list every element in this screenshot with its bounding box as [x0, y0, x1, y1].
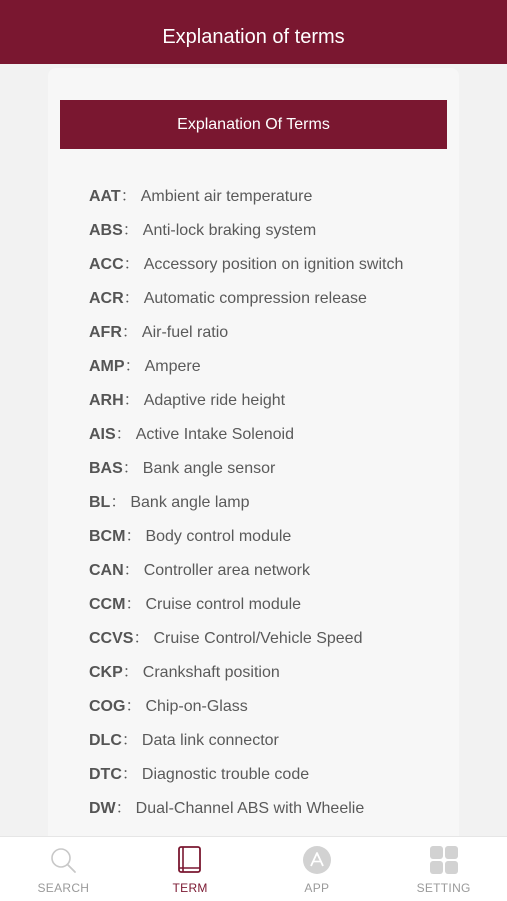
- term-separator: ：: [121, 324, 138, 341]
- term-separator: ：: [125, 698, 142, 715]
- term-separator: ：: [121, 732, 138, 749]
- term-item: [89, 695, 409, 718]
- term-separator: ：: [125, 528, 142, 545]
- grid-icon: [428, 845, 460, 875]
- term-item: [89, 559, 409, 582]
- term-separator: ：: [123, 392, 140, 409]
- app-icon: [301, 845, 333, 875]
- page-title: Explanation of terms: [162, 25, 345, 48]
- term-description: Ambient air temperature: [140, 188, 313, 205]
- term-description: Chip-on-Glass: [145, 698, 248, 715]
- search-icon: [47, 845, 79, 875]
- term-description: Dual-Channel ABS with Wheelie: [135, 800, 365, 817]
- book-icon: [174, 845, 206, 875]
- bottom-tab-bar: [0, 836, 507, 901]
- term-item: [89, 491, 409, 514]
- term-description: Ampere: [144, 358, 201, 375]
- section-banner: [60, 100, 447, 149]
- term-abbreviation: COG: [89, 698, 126, 715]
- term-separator: ：: [122, 222, 139, 239]
- app-header: [0, 0, 507, 64]
- term-separator: ：: [110, 494, 127, 511]
- term-abbreviation: CCM: [89, 596, 126, 613]
- tab-label: SETTING: [416, 881, 471, 895]
- term-item: [89, 763, 409, 786]
- tab-app[interactable]: [254, 837, 381, 901]
- term-description: Controller area network: [143, 562, 310, 579]
- term-item: [89, 457, 409, 480]
- term-item: [89, 389, 409, 412]
- term-item: [89, 729, 409, 752]
- term-description: Bank angle sensor: [142, 460, 276, 477]
- term-abbreviation: CKP: [89, 664, 123, 681]
- term-abbreviation: AAT: [89, 188, 121, 205]
- term-abbreviation: AMP: [89, 358, 125, 375]
- term-abbreviation: AIS: [89, 426, 116, 443]
- term-item: [89, 525, 409, 548]
- term-separator: ：: [122, 460, 139, 477]
- terms-card: [48, 68, 459, 848]
- term-item: [89, 423, 409, 446]
- term-description: Air-fuel ratio: [141, 324, 229, 341]
- term-description: Adaptive ride height: [143, 392, 286, 409]
- term-description: Body control module: [145, 528, 292, 545]
- term-description: Cruise Control/Vehicle Speed: [153, 630, 363, 647]
- term-abbreviation: DTC: [89, 766, 122, 783]
- term-item: [89, 661, 409, 684]
- tab-setting[interactable]: [380, 837, 507, 901]
- term-description: Active Intake Solenoid: [135, 426, 295, 443]
- term-abbreviation: ABS: [89, 222, 123, 239]
- term-item: [89, 593, 409, 616]
- term-abbreviation: AFR: [89, 324, 122, 341]
- tab-label: SEARCH: [37, 881, 90, 895]
- term-abbreviation: BCM: [89, 528, 126, 545]
- term-separator: ：: [123, 256, 140, 273]
- term-item: [89, 627, 409, 650]
- tab-search[interactable]: [0, 837, 127, 901]
- term-description: Data link connector: [141, 732, 279, 749]
- term-abbreviation: BAS: [89, 460, 123, 477]
- term-item: [89, 355, 409, 378]
- tab-label: APP: [304, 881, 330, 895]
- term-separator: ：: [115, 800, 132, 817]
- term-separator: ：: [133, 630, 150, 647]
- term-separator: ：: [123, 562, 140, 579]
- term-item: [89, 185, 409, 208]
- term-abbreviation: ACR: [89, 290, 124, 307]
- term-separator: ：: [122, 664, 139, 681]
- term-description: Anti-lock braking system: [142, 222, 317, 239]
- term-abbreviation: ARH: [89, 392, 124, 409]
- term-abbreviation: BL: [89, 494, 111, 511]
- term-description: Bank angle lamp: [130, 494, 250, 511]
- term-abbreviation: DW: [89, 800, 116, 817]
- term-abbreviation: DLC: [89, 732, 122, 749]
- term-separator: ：: [121, 766, 138, 783]
- term-description: Accessory position on ignition switch: [143, 256, 404, 273]
- term-item: [89, 797, 409, 820]
- term-abbreviation: ACC: [89, 256, 124, 273]
- term-abbreviation: CCVS: [89, 630, 134, 647]
- term-separator: ：: [124, 358, 141, 375]
- term-description: Crankshaft position: [142, 664, 280, 681]
- section-title: Explanation Of Terms: [177, 115, 330, 133]
- term-list: [89, 185, 409, 831]
- term-item: [89, 287, 409, 310]
- term-item: [89, 253, 409, 276]
- term-separator: ：: [120, 188, 137, 205]
- tab-label: TERM: [172, 881, 208, 895]
- term-separator: ：: [123, 290, 140, 307]
- tab-term[interactable]: [127, 837, 254, 901]
- term-separator: ：: [115, 426, 132, 443]
- term-description: Automatic compression release: [143, 290, 367, 307]
- term-abbreviation: CAN: [89, 562, 124, 579]
- term-description: Cruise control module: [145, 596, 302, 613]
- term-item: [89, 219, 409, 242]
- term-description: Diagnostic trouble code: [141, 766, 310, 783]
- term-item: [89, 321, 409, 344]
- term-separator: ：: [125, 596, 142, 613]
